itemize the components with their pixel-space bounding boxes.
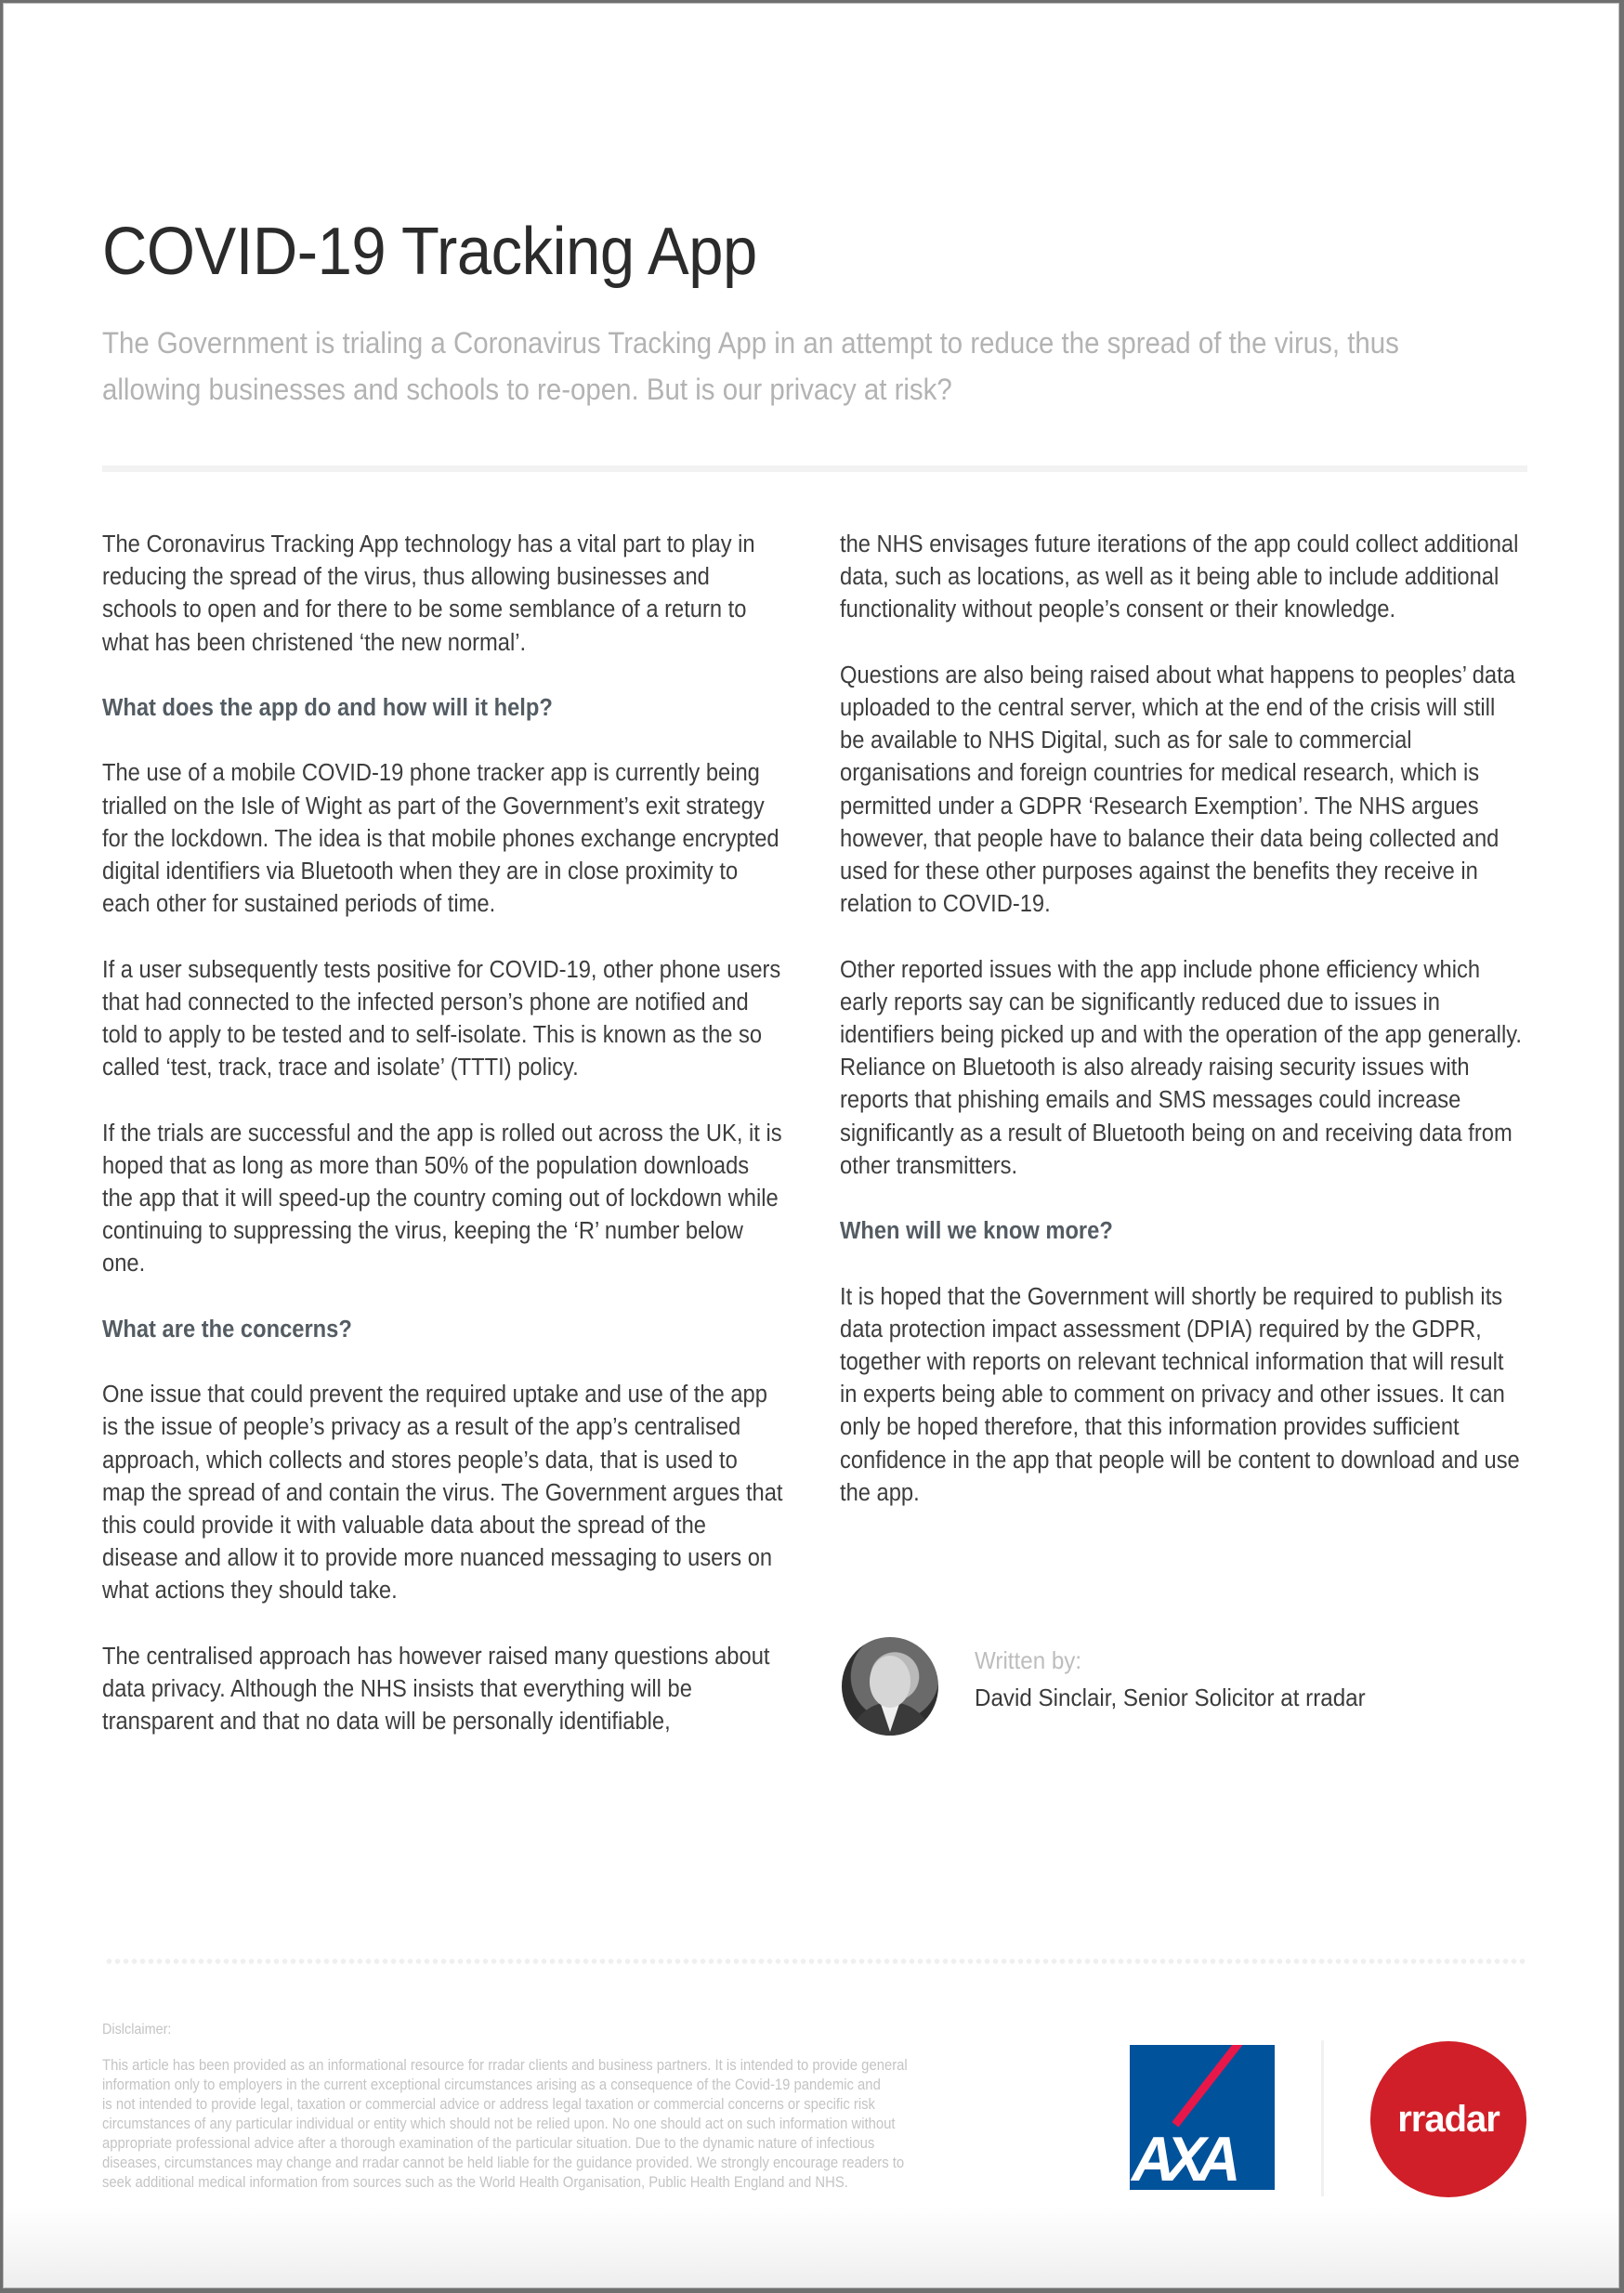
author-avatar	[842, 1637, 938, 1736]
paragraph: It is hoped that the Government will shortly be required to publish its data protection impact assessment (DPIA) required by the GDPR, together with reports on relevant technical information that will result in experts being able to comment on privacy and other issues. It can only be hoped therefore, that this information provides sufficient confidence in the app that people will be content to download and use the app.	[840, 1283, 1520, 1506]
page-title: COVID-19 Tracking App	[102, 215, 757, 289]
document-page	[3, 3, 1619, 2288]
paragraph: Questions are also being raised about what happens to peoples’ data uploaded to the central server, which at the end of the crisis will still be available to NHS Digital, such as for sale to commercial organisations and foreign countries for medical research, which is permitted under a GDPR ‘Research Exemption’. The NHS argues however, that people have to balance their data being collected and used for these other purposes against the benefits they receive in relation to COVID-19.	[840, 662, 1515, 918]
right-column	[840, 529, 1523, 1542]
paragraph: the NHS envisages future iterations of the app could collect additional data, such as locations, as well as it being able to include additional functionality without people’s consent or their knowledge.	[840, 531, 1519, 623]
paragraph: The use of a mobile COVID-19 phone tracker app is currently being trialled on the Isle of Wight as part of the Government’s exit strategy for the lockdown. The idea is that mobile phones exchange encrypted digital identifiers via Bluetooth when they are in close proximity to each other for sustained periods of time.	[102, 760, 779, 918]
author-name: David Sinclair, Senior Solicitor at rradar	[975, 1684, 1366, 1711]
header-divider	[102, 465, 1527, 472]
page-subtitle: The Government is trialing a Coronavirus Tracking App in an attempt to reduce the spread of the virus, thus allowing businesses and schools to re-open. But is our privacy at risk?	[102, 326, 1399, 406]
paragraph: If the trials are successful and the app is rolled out across the UK, it is hoped that as long as more than 50% of the population downloads the app that it will speed-up the country coming out of lockdown while continuing to suppressing the virus, keeping the ‘R’ number below one.	[102, 1120, 782, 1278]
author-label: Written by:	[975, 1646, 1082, 1674]
section-heading: What does the app do and how will it help?	[102, 695, 553, 721]
paragraph: One issue that could prevent the required uptake and use of the app is the issue of people’s privacy as a result of the app’s centralised approach, which collects and stores people’s data, that is used to map the spread of and contain the virus. The Government argues that this could provide it with valuable data about the spread of the disease and allow it to provide more nuanced messaging to users on what actions they should take.	[102, 1382, 783, 1605]
axa-logo: AXA	[1130, 2045, 1275, 2190]
author-block	[840, 1637, 1527, 1736]
section-heading: When will we know more?	[840, 1218, 1113, 1245]
paragraph: The Coronavirus Tracking App technology has a vital part to play in reducing the spread of the virus, thus allowing businesses and schools to open and for there to be some semblance of a return to what has been christened ‘the new normal’.	[102, 531, 755, 656]
paragraph: The centralised approach has however raised many questions about data privacy. Although the NHS insists that everything will be transparent and that no data will be personally identifiable,	[102, 1643, 770, 1736]
paragraph: If a user subsequently tests positive for COVID-19, other phone users that had connected to the infected person’s phone are notified and told to apply to be tested and to self-isolate. This is known as the so called ‘test, track, trace and isolate’ (TTTI) policy.	[102, 956, 781, 1081]
paragraph: Other reported issues with the app include phone efficiency which early reports say can be significantly reduced due to issues in identifiers being picked up and with the operation of the app generally. Reliance on Bluetooth is also already raising security issues with reports that phishing emails and SMS messages could increase significantly as a result of Bluetooth being on and receiving data from other transmitters.	[840, 956, 1522, 1179]
rradar-logo: rradar	[1370, 2041, 1526, 2197]
disclaimer-text: This article has been provided as an informational resource for rradar clients and business partners. It is intended to provide general information only to employers in the current exceptional circumstances arising as a consequence of the Covid-19 pandemic and is not intended to provide legal, taxation or commercial advice or address legal taxation or commercial concerns or specific risk circumstances of any particular individual or entity which should not be relied upon. No one should act on such information without appropriate professional advice after a thorough examination of the particular situation. Due to the dynamic nature of infectious diseases, circumstances may change and rradar cannot be held liable for the guidance provided. We strongly encourage readers to seek additional medical information from sources such as the World Health Organisation, Public Health England and NHS.	[102, 2057, 908, 2191]
left-column	[102, 529, 785, 1772]
disclaimer-label: Dislclaimer:	[102, 2022, 172, 2037]
footer-dotted-divider	[105, 1959, 1526, 1964]
logo-divider	[1321, 2040, 1324, 2196]
section-heading: What are the concerns?	[102, 1316, 352, 1343]
axa-slash-icon	[1172, 2045, 1246, 2128]
